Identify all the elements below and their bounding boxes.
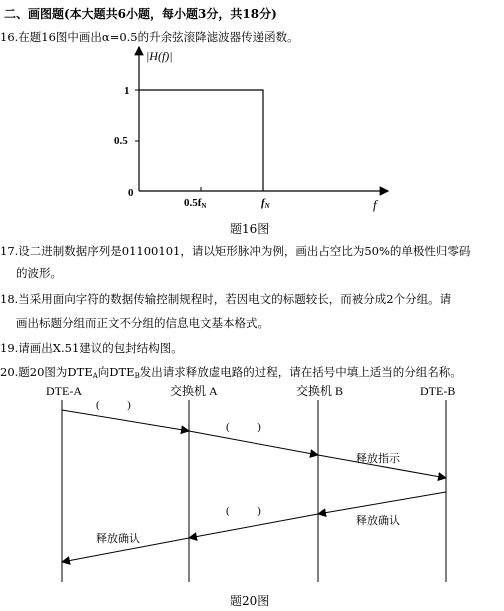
blank-3: ( ) xyxy=(226,505,261,517)
label-release-confirm-b: 释放确认 xyxy=(356,515,400,527)
label-release-indication: 释放指示 xyxy=(356,453,400,465)
arrow-switch-a-to-switch-b xyxy=(189,431,318,455)
node-dte-b: DTE-B xyxy=(420,384,456,398)
ideal-filter-curve xyxy=(139,90,263,191)
figure-16-caption: 题16图 xyxy=(230,222,270,236)
y-axis-label: |H(f)| xyxy=(146,49,173,63)
section-heading: 二、画图题(本大题共6小题，每小题3分，共18分) xyxy=(4,7,277,21)
question-17-line-1: 17.设二进制数据序列是01100101，请以矩形脉冲为例，画出占空比为50%的单极性归零码 xyxy=(0,244,471,258)
blank-2: ( ) xyxy=(226,421,261,433)
node-switch-a: 交换机 A xyxy=(170,384,218,398)
y-tick-0-5: 0.5 xyxy=(114,135,128,147)
figure-20-caption: 题20图 xyxy=(230,594,270,608)
node-dte-a: DTE-A xyxy=(46,384,82,398)
question-19: 19.请画出X.51建议的包封结构图。 xyxy=(0,341,183,355)
question-16: 16.在题16图中画出α=0.5的升余弦滚降滤波器传递函数。 xyxy=(0,30,299,44)
y-tick-0: 0 xyxy=(128,187,134,199)
node-switch-b: 交换机 B xyxy=(296,384,344,398)
arrow-a-to-switch-a xyxy=(62,410,189,431)
figure-16 xyxy=(100,46,400,216)
x-axis-label: f xyxy=(373,197,377,212)
blank-1: ( ) xyxy=(96,399,131,411)
x-tick-0-5fn: 0.5fN xyxy=(184,197,207,210)
figure-20 xyxy=(30,378,480,588)
y-tick-1: 1 xyxy=(124,85,130,97)
label-release-confirm-a: 释放确认 xyxy=(96,533,140,545)
arrow-dte-b-to-switch-b xyxy=(318,492,446,514)
x-tick-fn: fN xyxy=(261,197,270,210)
question-18-line-2: 画出标题分组而正文不分组的信息电文基本格式。 xyxy=(16,316,269,330)
question-18-line-1: 18.当采用面向字符的数据传输控制规程时，若因电文的标题较长，而被分成2个分组。请 xyxy=(0,292,452,306)
question-20: 20.题20图为$DTE_A$向$DTE_B$发出请求释放虚电路的过程，请在括号中填上适当的分组名称。 xyxy=(0,365,462,380)
arrow-switch-b-to-switch-a xyxy=(189,514,318,538)
question-17-line-2: 的波形。 xyxy=(16,266,62,280)
